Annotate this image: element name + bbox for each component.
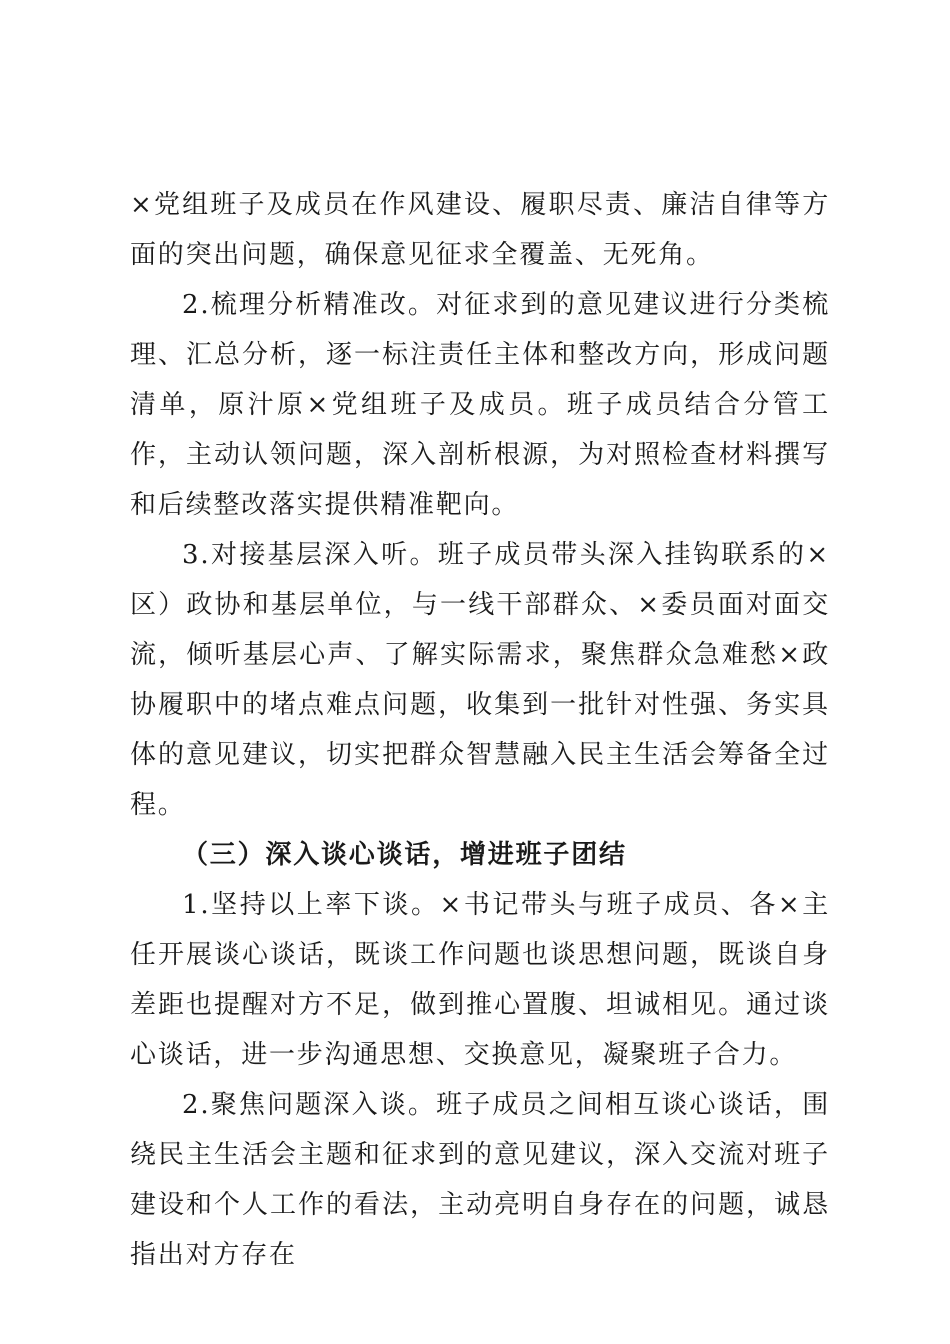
paragraph-continuation: ×党组班子及成员在作风建设、履职尽责、廉洁自律等方面的突出问题，确保意见征求全覆盖、无死角。 xyxy=(130,190,830,270)
paragraph-item-3-grassroots: 3.对接基层深入听。班子成员带头深入挂钩联系的×区）政协和基层单位，与一线干部群众、×委员面对面交流，倾听基层心声、了解实际需求，聚焦群众急难愁×政协履职中的堵点难点问题，收集到一批针对性强、务实具体的意见建议，切实把群众智慧融入民主生活会筹备全过程。 xyxy=(130,540,830,820)
paragraph-item-1-talks: 1.坚持以上率下谈。×书记带头与班子成员、各×主任开展谈心谈话，既谈工作问题也谈思想问题，既谈自身差距也提醒对方不足，做到推心置腹、坦诚相见。通过谈心谈话，进一步沟通思想、交换意见，凝聚班子合力。 xyxy=(130,890,830,1070)
document-body xyxy=(130,180,830,1280)
paragraph-item-2-analysis: 2.梳理分析精准改。对征求到的意见建议进行分类梳理、汇总分析，逐一标注责任主体和整改方向，形成问题清单，原汁原×党组班子及成员。班子成员结合分管工作，主动认领问题，深入剖析根源，为对照检查材料撰写和后续整改落实提供精准靶向。 xyxy=(130,290,830,520)
section-heading-3: （三）深入谈心谈话，增进班子团结 xyxy=(182,840,627,870)
paragraph-item-2-problems: 2.聚焦问题深入谈。班子成员之间相互谈心谈话，围绕民主生活会主题和征求到的意见建议，深入交流对班子建设和个人工作的看法，主动亮明自身存在的问题，诚恳指出对方存在 xyxy=(130,1090,830,1270)
